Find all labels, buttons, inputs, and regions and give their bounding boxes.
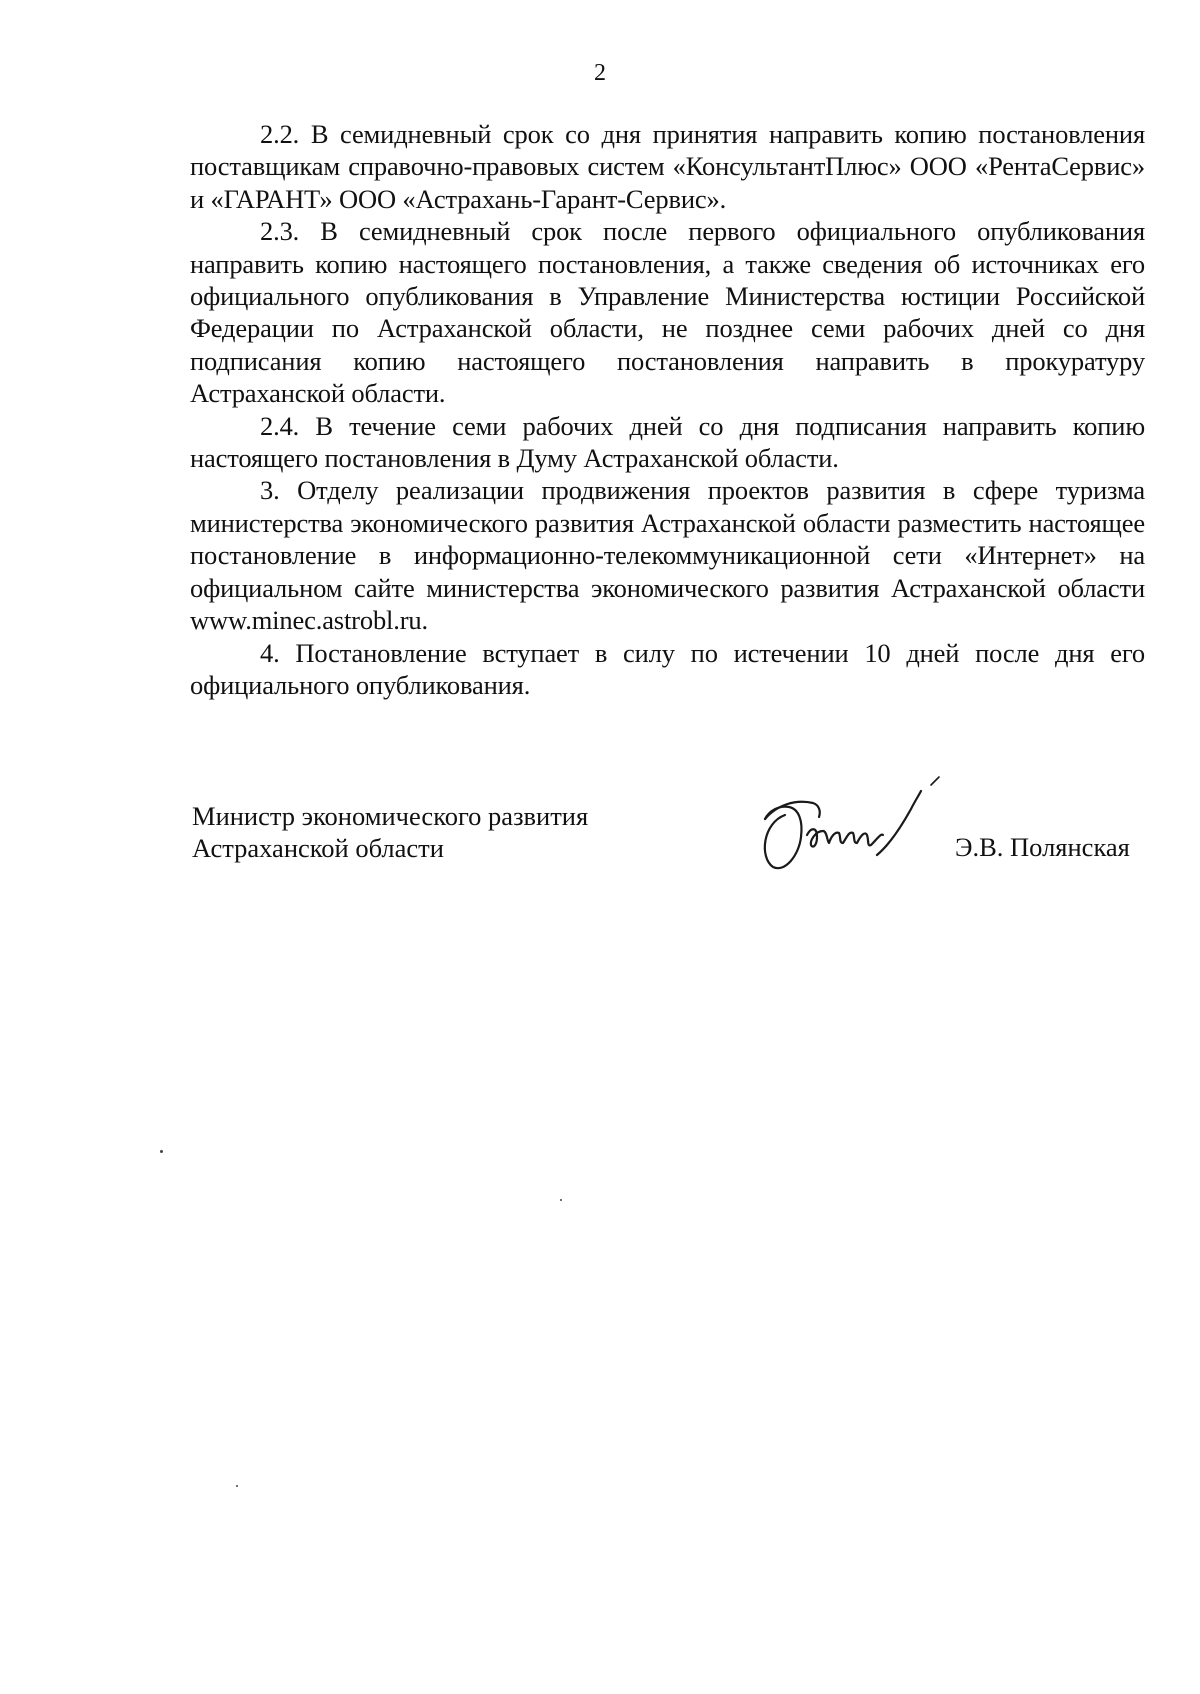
scan-speck xyxy=(160,1150,163,1153)
paragraph-3: 3. Отделу реализации продвижения проектов развития в сфере туризма министерства экономического развития Астраханской области разместить настоящее постановление в информационно-телекоммуникационной сети «Интернет» на официальном сайте министерства экономического развития Астраханской области www.minec.astrobl.ru. xyxy=(190,475,1145,636)
signer-title-line-2: Астраханской области xyxy=(192,833,444,864)
signer-name: Э.В. Полянская xyxy=(955,832,1130,862)
paragraph-2-3: 2.3. В семидневный срок после первого официального опубликования направить копию настоящего постановления, а также сведения об источниках его официального опубликования в Управление Министерства юстиции Российской Федерации по Астраханской области, не позднее семи рабочих дней со дня подписания копию настоящего постановления направить в прокуратуру Астраханской области. xyxy=(190,216,1145,409)
handwritten-signature xyxy=(755,775,955,875)
signer-title-line-1: Министр экономического развития xyxy=(192,801,589,831)
document-body xyxy=(190,118,1145,701)
paragraph-2-2: 2.2. В семидневный срок со дня принятия направить копию постановления поставщикам справочно-правовых систем «КонсультантПлюс» ООО «РентаСервис» и «ГАРАНТ» ООО «Астрахань-Гарант-Сервис». xyxy=(190,119,1145,214)
page-number: 2 xyxy=(594,60,606,86)
scan-speck xyxy=(236,1485,238,1487)
paragraph-2-4: 2.4. В течение семи рабочих дней со дня подписания направить копию настоящего постановления в Думу Астраханской области. xyxy=(190,410,1145,474)
signer-title xyxy=(192,800,588,865)
scan-speck xyxy=(560,1199,562,1201)
paragraph-4: 4. Постановление вступает в силу по истечении 10 дней после дня его официального опубликования. xyxy=(190,637,1145,700)
